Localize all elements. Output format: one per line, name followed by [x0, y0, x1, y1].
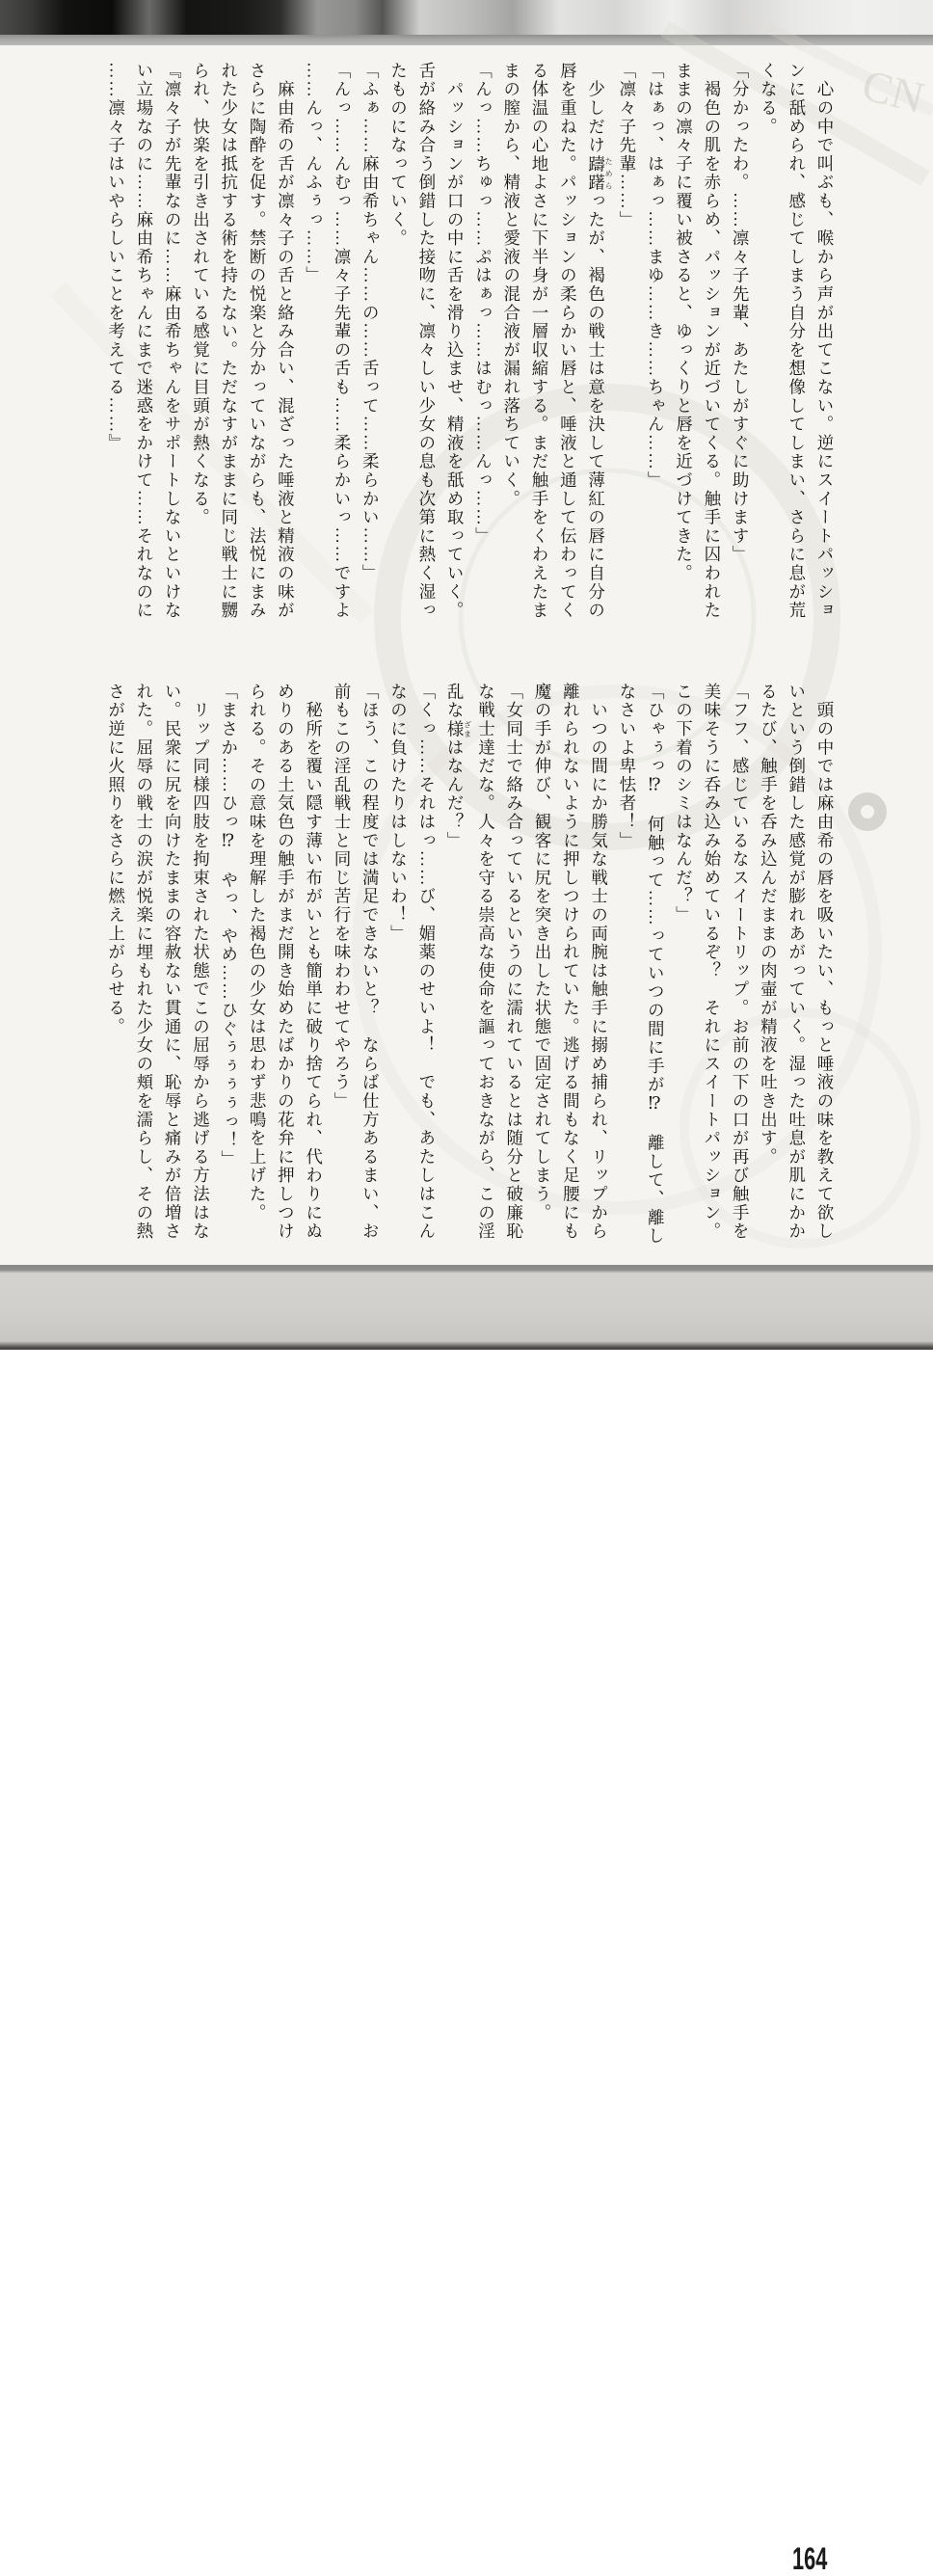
page-number: 164 — [792, 2541, 828, 2576]
text-column: な戦士達だな。人々を守る崇高な使命を謳っておきながら、この淫 — [476, 683, 496, 1241]
text-column: さが逆に火照りをさらに燃え上がらせる。 — [106, 683, 126, 1036]
text-column: 魔の手が伸び、観客に尻を突き出した状態で固定されてしまう。 — [533, 683, 553, 1222]
text-column: なさいよ卑怯者！」 — [617, 683, 637, 850]
text-column: リップ同様四肢を拘束された状態でこの屈辱から逃げる方法はな — [191, 683, 211, 1241]
text-column: られ、快楽を引き出されている感覚に目頭が熱くなる。 — [191, 62, 211, 527]
text-column: 「んっ……ちゅっ……ぷはぁっ……はむっ……んっ……」 — [473, 62, 493, 546]
text-column: ……んっ、んふぅっ……」 — [304, 62, 324, 285]
text-column: 「女同士で絡み合っているというのに濡れているとは随分と破廉恥 — [504, 683, 524, 1241]
text-column: 「ひゃぅっ⁉ 何触って……っていつの間に手が⁉ 離して、離し — [646, 683, 666, 1246]
text-column: 前もこの淫乱戦士と同じ苦行を味わわせてやろう」 — [332, 683, 352, 1111]
text-column: いという倒錯した感覚が膨れあがっていく。湿った吐息が肌にかか — [786, 683, 807, 1241]
novel-text-bottom-block — [101, 683, 839, 1267]
text-column: 美味そうに呑み込み始めているぞ？ それにスイートパッション。 — [702, 683, 722, 1241]
text-column: 「分かったわ。……凛々子先輩、あたしがすぐに助けます」 — [731, 62, 751, 565]
text-column: めりのある土気色の触手がまだ開き始めたばかりの花弁に押しつけ — [276, 683, 296, 1241]
text-column: 「ほう、この程度では満足できないと？ ならば仕方あるまい、お — [360, 683, 381, 1241]
text-column: さらに陶酔を促す。禁断の悦楽と分かっていながらも、法悦にまみ — [248, 62, 268, 620]
text-column: ……凛々子はいやらしいことを考えてる……』 — [106, 62, 126, 453]
text-column: 離れられないように押しつけられていた。逃げる間もなく足腰にも — [561, 683, 581, 1241]
text-column: い。民衆に尻を向けたままの容赦ない貫通に、恥辱と痛みが倍増さ — [163, 683, 183, 1241]
text-column: いつの間にか勝気な戦士の両腕は触手に搦め捕られ、リップから — [589, 683, 609, 1241]
text-column: なのに負けたりはしないわ！」 — [388, 683, 409, 944]
text-column: 「はぁっ、はぁっ……まゆ……き……ちゃん……」 — [646, 62, 666, 490]
text-column: 頭の中では麻由希の唇を吸いたい、もっと唾液の味を教えて欲し — [815, 683, 835, 1241]
text-column: 「くっ……それはっ……び、媚薬のせいよ！ でも、あたしはこん — [416, 683, 437, 1241]
text-column: られる。その意味を理解した褐色の少女は思わず悲鳴を上げた。 — [248, 683, 268, 1222]
text-column: 「凛々子先輩……」 — [617, 62, 637, 229]
scan-bottom-edge — [0, 1265, 933, 2576]
text-column: たものになっていく。 — [388, 62, 409, 248]
text-column: れた少女は抵抗する術を持たない。ただなすがままに同じ戦士に嬲 — [219, 62, 239, 620]
text-column: 「まさか……ひっ⁉ やっ、やめ……ひぐぅぅぅぅっ！」 — [219, 683, 239, 1169]
text-column: 少しだけ躊躇ためらったが、褐色の戦士は意を決して薄紅の唇に自分の — [586, 62, 614, 621]
scan-top-border — [0, 35, 933, 45]
text-column: この下着のシミはなんだ？」 — [674, 683, 694, 925]
text-column: ままの凛々子に覆い被さると、ゆっくりと唇を近づけてきた。 — [674, 62, 694, 583]
text-column: 麻由希の舌が凛々子の舌と絡み合い、混ざった唾液と精液の味が — [276, 62, 296, 620]
novel-text-top-block — [101, 62, 839, 646]
text-column: る体温の心地よさに下半身が一層収縮する。まだ触手をくわえたま — [530, 62, 550, 620]
scan-top-edge — [0, 0, 933, 35]
text-column: 「フフ、感じているなスイートリップ。お前の下の口が再び触手を — [731, 683, 751, 1241]
text-column: 心の中で叫ぶも、喉から声が出てこない。逆にスイートパッショ — [815, 62, 835, 620]
text-column: 乱な様ざまはなんだ？」 — [445, 683, 472, 850]
text-column: い立場なのに……麻由希ちゃんにまで迷惑をかけて……それなのに — [134, 62, 154, 620]
text-column: ンに舐められ、感じてしまう自分を想像してしまい、さらに息が荒 — [786, 62, 807, 620]
text-column: まの膣から、精液と愛液の混合液が漏れ落ちていく。 — [501, 62, 521, 509]
text-column: パッションが口の中に舌を滑り込ませ、精液を舐め取っていく。 — [445, 62, 466, 620]
text-column: れた。屈辱の戦士の涙が悦楽に埋もれた少女の頬を濡らし、その熱 — [134, 683, 154, 1241]
svg-text:CN: CN — [857, 60, 929, 123]
text-column: 『凛々子が先輩なのに……麻由希ちゃんをサポートしないといけな — [163, 62, 183, 620]
text-column: 唇を重ねた。パッションの柔らかい唇と、唾液と通して伝わってく — [558, 62, 578, 620]
text-column: 舌が絡み合う倒錯した接吻に、凛々しい少女の息も次第に熱く湿っ — [416, 62, 437, 620]
text-column: 秘所を覆い隠す薄い布がいとも簡単に破り捨てられ、代わりにぬ — [304, 683, 324, 1241]
text-column: るたび、触手を呑み込んだままの肉壷が精液を吐き出す。 — [759, 683, 779, 1167]
text-column: くなる。 — [759, 62, 779, 137]
text-column: 「ふぁ……麻由希ちゃん……の……舌って……柔らかい……」 — [360, 62, 381, 583]
text-column: 「んっ……んむっ……凛々子先輩の舌も……柔らかいっ……ですよ — [332, 62, 352, 620]
text-column: 褐色の肌を赤らめ、パッションが近づいてくる。触手に囚われた — [702, 62, 722, 620]
